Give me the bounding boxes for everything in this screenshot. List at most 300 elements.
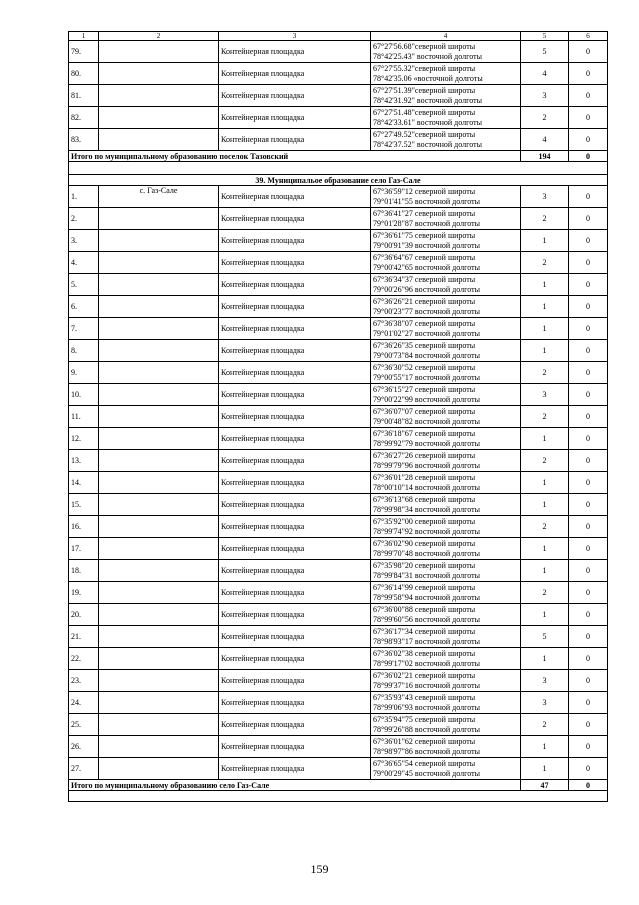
latitude-text: 67°36'07"07 северной широты [373, 406, 476, 416]
longitude-text: 78°42'33.61" восточной долготы [373, 117, 482, 127]
row-number: 27. [69, 758, 99, 780]
column-header: 6 [569, 32, 608, 41]
total-count: 194 [521, 151, 569, 162]
column-header: 3 [219, 32, 371, 41]
settlement-cell [99, 384, 219, 406]
coordinates-cell [371, 560, 521, 582]
container-count-cell: 2 [521, 516, 569, 538]
row-number: 20. [69, 604, 99, 626]
page-number: 159 [310, 862, 329, 876]
latitude-text: 67°36'02"21 северной широты [373, 670, 476, 680]
table-row [69, 538, 608, 560]
longitude-text: 79°00'91"39 восточной долготы [373, 240, 480, 250]
container-count-cell: 2 [521, 582, 569, 604]
container-count-cell: 2 [521, 362, 569, 384]
total-row [69, 151, 608, 162]
settlement-cell [99, 714, 219, 736]
settlement-cell [99, 538, 219, 560]
coordinates-cell [371, 428, 521, 450]
settlement-cell [99, 472, 219, 494]
coordinates-cell [371, 626, 521, 648]
row-number: 14. [69, 472, 99, 494]
latitude-text: 67°36'01"28 северной широты [373, 472, 476, 482]
coordinates-cell [371, 692, 521, 714]
coordinates-cell [371, 670, 521, 692]
coordinates-cell [371, 41, 521, 63]
latitude-text: 67°36'34"37 северной широты [373, 274, 476, 284]
site-type-cell: Контейнерная площадка [219, 692, 371, 714]
site-type-cell: Контейнерная площадка [219, 428, 371, 450]
table-row [69, 494, 608, 516]
site-type-cell: Контейнерная площадка [219, 252, 371, 274]
longitude-text: 78°99'17"02 восточной долготы [373, 658, 480, 668]
spacer-row [69, 791, 608, 802]
settlement-cell [99, 670, 219, 692]
extra-count-cell: 0 [569, 648, 608, 670]
table-row [69, 340, 608, 362]
coordinates-cell [371, 296, 521, 318]
total-label: Итого по муниципальному образованию поселок Тазовский [69, 151, 521, 162]
coordinates-cell [371, 208, 521, 230]
extra-count-cell: 0 [569, 362, 608, 384]
site-type-cell: Контейнерная площадка [219, 626, 371, 648]
latitude-text: 67°35'98"20 северной широты [373, 560, 476, 570]
coordinates-cell [371, 648, 521, 670]
site-type-cell: Контейнерная площадка [219, 494, 371, 516]
table-row [69, 406, 608, 428]
site-type-cell: Контейнерная площадка [219, 714, 371, 736]
row-number: 19. [69, 582, 99, 604]
container-count-cell: 1 [521, 604, 569, 626]
table-row [69, 648, 608, 670]
row-number: 7. [69, 318, 99, 340]
coordinates-cell [371, 252, 521, 274]
coordinates-cell [371, 274, 521, 296]
table-row [69, 670, 608, 692]
latitude-text: 67°36'02"38 северной широты [373, 648, 476, 658]
row-number: 12. [69, 428, 99, 450]
coordinates-cell [371, 406, 521, 428]
site-type-cell: Контейнерная площадка [219, 129, 371, 151]
container-count-cell: 5 [521, 41, 569, 63]
extra-count-cell: 0 [569, 186, 608, 208]
site-type-cell: Контейнерная площадка [219, 406, 371, 428]
total-count: 47 [521, 780, 569, 791]
latitude-text: 67°36'64"67 северной широты [373, 252, 476, 262]
site-type-cell: Контейнерная площадка [219, 472, 371, 494]
total-extra: 0 [569, 151, 608, 162]
site-type-cell: Контейнерная площадка [219, 340, 371, 362]
settlement-cell [99, 274, 219, 296]
longitude-text: 78°42'35.06 «восточной долготы [373, 73, 483, 83]
longitude-text: 78°98'93"17 восточной долготы [373, 636, 480, 646]
longitude-text: 79°00'22"99 восточной долготы [373, 394, 480, 404]
column-header: 2 [99, 32, 219, 41]
table-row [69, 208, 608, 230]
latitude-text: 67°36'13"68 северной широты [373, 494, 476, 504]
extra-count-cell: 0 [569, 274, 608, 296]
site-type-cell: Контейнерная площадка [219, 318, 371, 340]
table-row [69, 296, 608, 318]
container-count-cell: 4 [521, 129, 569, 151]
container-count-cell: 4 [521, 63, 569, 85]
longitude-text: 78°00'10"14 восточной долготы [373, 482, 480, 492]
site-type-cell: Контейнерная площадка [219, 274, 371, 296]
extra-count-cell: 0 [569, 670, 608, 692]
latitude-text: 67°27'56.68"северной широты [373, 41, 476, 51]
table-row [69, 230, 608, 252]
coordinates-cell [371, 472, 521, 494]
container-count-cell: 2 [521, 714, 569, 736]
coordinates-cell [371, 107, 521, 129]
extra-count-cell: 0 [569, 626, 608, 648]
latitude-text: 67°36'41"27 северной широты [373, 208, 476, 218]
settlement-cell [99, 736, 219, 758]
table-row [69, 582, 608, 604]
site-type-cell: Контейнерная площадка [219, 384, 371, 406]
latitude-text: 67°36'26"21 северной широты [373, 296, 476, 306]
extra-count-cell: 0 [569, 208, 608, 230]
settlement-cell [99, 516, 219, 538]
settlement-cell [99, 406, 219, 428]
table-row [69, 384, 608, 406]
settlement-cell [99, 582, 219, 604]
site-type-cell: Контейнерная площадка [219, 450, 371, 472]
settlement-cell [99, 296, 219, 318]
settlement-cell [99, 230, 219, 252]
extra-count-cell: 0 [569, 538, 608, 560]
latitude-text: 67°36'38"07 северной широты [373, 318, 476, 328]
coordinates-cell [371, 362, 521, 384]
settlement-cell [99, 758, 219, 780]
row-number: 82. [69, 107, 99, 129]
extra-count-cell: 0 [569, 85, 608, 107]
table-row [69, 516, 608, 538]
row-number: 6. [69, 296, 99, 318]
extra-count-cell: 0 [569, 758, 608, 780]
latitude-text: 67°36'00"88 северной широты [373, 604, 476, 614]
container-count-cell: 1 [521, 472, 569, 494]
container-count-cell: 1 [521, 230, 569, 252]
column-header: 5 [521, 32, 569, 41]
coordinates-cell [371, 758, 521, 780]
extra-count-cell: 0 [569, 230, 608, 252]
table-row [69, 736, 608, 758]
coordinates-cell [371, 736, 521, 758]
settlement-cell [99, 648, 219, 670]
settlement-cell [99, 362, 219, 384]
table-row [69, 186, 608, 208]
longitude-text: 78°42'31.92" восточной долготы [373, 95, 482, 105]
settlement-cell [99, 428, 219, 450]
container-count-cell: 1 [521, 340, 569, 362]
table-row [69, 41, 608, 63]
extra-count-cell: 0 [569, 107, 608, 129]
container-count-cell: 3 [521, 670, 569, 692]
longitude-text: 79°00'73"84 восточной долготы [373, 350, 480, 360]
coordinates-cell [371, 129, 521, 151]
table-row [69, 626, 608, 648]
row-number: 4. [69, 252, 99, 274]
site-type-cell: Контейнерная площадка [219, 41, 371, 63]
latitude-text: 67°27'51.48"северной широты [373, 107, 476, 117]
longitude-text: 79°00'23"77 восточной долготы [373, 306, 480, 316]
row-number: 11. [69, 406, 99, 428]
table-row [69, 362, 608, 384]
container-count-cell: 1 [521, 296, 569, 318]
latitude-text: 67°27'51.39"северной широты [373, 85, 476, 95]
longitude-text: 78°99'60"56 восточной долготы [373, 614, 480, 624]
site-type-cell: Контейнерная площадка [219, 516, 371, 538]
row-number: 26. [69, 736, 99, 758]
section-title-row [69, 175, 608, 186]
settlement-cell [99, 318, 219, 340]
extra-count-cell: 0 [569, 406, 608, 428]
table-row [69, 428, 608, 450]
settlement-cell [99, 63, 219, 85]
container-count-cell: 3 [521, 85, 569, 107]
row-number: 3. [69, 230, 99, 252]
extra-count-cell: 0 [569, 604, 608, 626]
coordinates-cell [371, 494, 521, 516]
extra-count-cell: 0 [569, 318, 608, 340]
latitude-text: 67°36'30"52 северной широты [373, 362, 476, 372]
longitude-text: 79°01'41"55 восточной долготы [373, 196, 480, 206]
extra-count-cell: 0 [569, 428, 608, 450]
extra-count-cell: 0 [569, 472, 608, 494]
table-row [69, 252, 608, 274]
site-type-cell: Контейнерная площадка [219, 85, 371, 107]
latitude-text: 67°36'18"67 северной широты [373, 428, 476, 438]
table-row [69, 107, 608, 129]
data-table [68, 31, 608, 802]
row-number: 83. [69, 129, 99, 151]
coordinates-cell [371, 384, 521, 406]
settlement-cell [99, 129, 219, 151]
container-count-cell: 3 [521, 384, 569, 406]
settlement-cell [99, 208, 219, 230]
container-count-cell: 2 [521, 252, 569, 274]
extra-count-cell: 0 [569, 516, 608, 538]
latitude-text: 67°36'27"26 северной широты [373, 450, 476, 460]
coordinates-cell [371, 714, 521, 736]
container-count-cell: 1 [521, 758, 569, 780]
longitude-text: 78°99'06"93 восточной долготы [373, 702, 480, 712]
longitude-text: 78°98'97"86 восточной долготы [373, 746, 480, 756]
longitude-text: 78°99'79"96 восточной долготы [373, 460, 480, 470]
table-row [69, 560, 608, 582]
extra-count-cell: 0 [569, 63, 608, 85]
row-number: 18. [69, 560, 99, 582]
column-number-header [69, 32, 608, 41]
longitude-text: 78°99'37"16 восточной долготы [373, 680, 480, 690]
settlement-cell [99, 560, 219, 582]
settlement-cell [99, 604, 219, 626]
coordinates-cell [371, 186, 521, 208]
latitude-text: 67°36'14"99 северной широты [373, 582, 476, 592]
row-number: 17. [69, 538, 99, 560]
table-row [69, 714, 608, 736]
longitude-text: 79°00'29"45 восточной долготы [373, 768, 480, 778]
extra-count-cell: 0 [569, 340, 608, 362]
longitude-text: 78°99'70"48 восточной долготы [373, 548, 480, 558]
latitude-text: 67°36'15"27 северной широты [373, 384, 476, 394]
latitude-text: 67°36'65"54 северной широты [373, 758, 476, 768]
longitude-text: 79°00'48"82 восточной долготы [373, 416, 480, 426]
row-number: 21. [69, 626, 99, 648]
spacer-row [69, 162, 608, 175]
longitude-text: 79°00'42"65 восточной долготы [373, 262, 480, 272]
extra-count-cell: 0 [569, 252, 608, 274]
table-row [69, 63, 608, 85]
longitude-text: 78°99'58"94 восточной долготы [373, 592, 480, 602]
row-number: 24. [69, 692, 99, 714]
row-number: 9. [69, 362, 99, 384]
coordinates-cell [371, 230, 521, 252]
row-number: 81. [69, 85, 99, 107]
settlement-cell [99, 85, 219, 107]
table-row [69, 472, 608, 494]
settlement-cell [99, 626, 219, 648]
table-row [69, 450, 608, 472]
site-type-cell: Контейнерная площадка [219, 648, 371, 670]
row-number: 23. [69, 670, 99, 692]
table-body [69, 32, 608, 802]
longitude-text: 79°01'02"27 восточной долготы [373, 328, 480, 338]
coordinates-cell [371, 582, 521, 604]
container-count-cell: 2 [521, 107, 569, 129]
site-type-cell: Контейнерная площадка [219, 186, 371, 208]
coordinates-cell [371, 516, 521, 538]
extra-count-cell: 0 [569, 384, 608, 406]
longitude-text: 78°99'92"79 восточной долготы [373, 438, 480, 448]
container-count-cell: 3 [521, 692, 569, 714]
latitude-text: 67°36'61"75 северной широты [373, 230, 476, 240]
extra-count-cell: 0 [569, 296, 608, 318]
latitude-text: 67°36'01"62 северной широты [373, 736, 476, 746]
spacer-row-cell [69, 791, 608, 802]
extra-count-cell: 0 [569, 450, 608, 472]
longitude-text: 78°99'84"31 восточной долготы [373, 570, 480, 580]
latitude-text: 67°27'49.52"северной широты [373, 129, 476, 139]
extra-count-cell: 0 [569, 129, 608, 151]
settlement-cell [99, 107, 219, 129]
extra-count-cell: 0 [569, 714, 608, 736]
extra-count-cell: 0 [569, 560, 608, 582]
row-number: 15. [69, 494, 99, 516]
column-header: 4 [371, 32, 521, 41]
longitude-text: 79°01'28"87 восточной долготы [373, 218, 480, 228]
site-type-cell: Контейнерная площадка [219, 604, 371, 626]
longitude-text: 78°42'25.43" восточной долготы [373, 51, 482, 61]
settlement-cell [99, 692, 219, 714]
coordinates-cell [371, 318, 521, 340]
site-type-cell: Контейнерная площадка [219, 63, 371, 85]
coordinates-cell [371, 340, 521, 362]
container-count-cell: 3 [521, 186, 569, 208]
column-header: 1 [69, 32, 99, 41]
row-number: 2. [69, 208, 99, 230]
section-title-row-cell: 39. Муниципальое образование село Газ-Сале [69, 175, 608, 186]
site-type-cell: Контейнерная площадка [219, 230, 371, 252]
table-row [69, 274, 608, 296]
site-type-cell: Контейнерная площадка [219, 560, 371, 582]
latitude-text: 67°36'59"12 северной широты [373, 186, 476, 196]
site-type-cell: Контейнерная площадка [219, 736, 371, 758]
table-row [69, 129, 608, 151]
site-type-cell: Контейнерная площадка [219, 670, 371, 692]
spacer-row-cell [69, 162, 608, 175]
table-row [69, 692, 608, 714]
total-row [69, 780, 608, 791]
settlement-cell [99, 252, 219, 274]
container-count-cell: 2 [521, 406, 569, 428]
container-count-cell: 2 [521, 450, 569, 472]
extra-count-cell: 0 [569, 582, 608, 604]
settlement-cell: с. Газ-Сале [99, 186, 219, 208]
row-number: 16. [69, 516, 99, 538]
coordinates-cell [371, 450, 521, 472]
extra-count-cell: 0 [569, 736, 608, 758]
latitude-text: 67°36'17"34 северной широты [373, 626, 476, 636]
total-extra: 0 [569, 780, 608, 791]
row-number: 22. [69, 648, 99, 670]
row-number: 10. [69, 384, 99, 406]
latitude-text: 67°36'02"90 северной широты [373, 538, 476, 548]
container-count-cell: 1 [521, 736, 569, 758]
container-count-cell: 1 [521, 274, 569, 296]
table-row [69, 318, 608, 340]
latitude-text: 67°27'55.32"северной широты [373, 63, 476, 73]
longitude-text: 79°00'55"17 восточной долготы [373, 372, 480, 382]
site-type-cell: Контейнерная площадка [219, 107, 371, 129]
coordinates-cell [371, 538, 521, 560]
row-number: 5. [69, 274, 99, 296]
row-number: 25. [69, 714, 99, 736]
site-type-cell: Контейнерная площадка [219, 582, 371, 604]
longitude-text: 78°99'74"92 восточной долготы [373, 526, 480, 536]
row-number: 80. [69, 63, 99, 85]
table-row [69, 85, 608, 107]
extra-count-cell: 0 [569, 41, 608, 63]
container-count-cell: 1 [521, 494, 569, 516]
extra-count-cell: 0 [569, 494, 608, 516]
latitude-text: 67°35'93"43 северной широты [373, 692, 476, 702]
longitude-text: 78°99'98"34 восточной долготы [373, 504, 480, 514]
settlement-cell [99, 494, 219, 516]
row-number: 8. [69, 340, 99, 362]
row-number: 1. [69, 186, 99, 208]
site-type-cell: Контейнерная площадка [219, 296, 371, 318]
settlement-cell [99, 340, 219, 362]
container-count-cell: 1 [521, 428, 569, 450]
latitude-text: 67°35'92"00 северной широты [373, 516, 476, 526]
container-count-cell: 1 [521, 538, 569, 560]
latitude-text: 67°35'94"75 северной широты [373, 714, 476, 724]
site-type-cell: Контейнерная площадка [219, 758, 371, 780]
longitude-text: 79°00'26"96 восточной долготы [373, 284, 480, 294]
container-count-cell: 1 [521, 560, 569, 582]
extra-count-cell: 0 [569, 692, 608, 714]
site-type-cell: Контейнерная площадка [219, 362, 371, 384]
latitude-text: 67°36'26"35 северной широты [373, 340, 476, 350]
site-type-cell: Контейнерная площадка [219, 208, 371, 230]
container-count-cell: 5 [521, 626, 569, 648]
row-number: 79. [69, 41, 99, 63]
container-count-cell: 2 [521, 208, 569, 230]
settlement-cell [99, 41, 219, 63]
coordinates-cell [371, 85, 521, 107]
